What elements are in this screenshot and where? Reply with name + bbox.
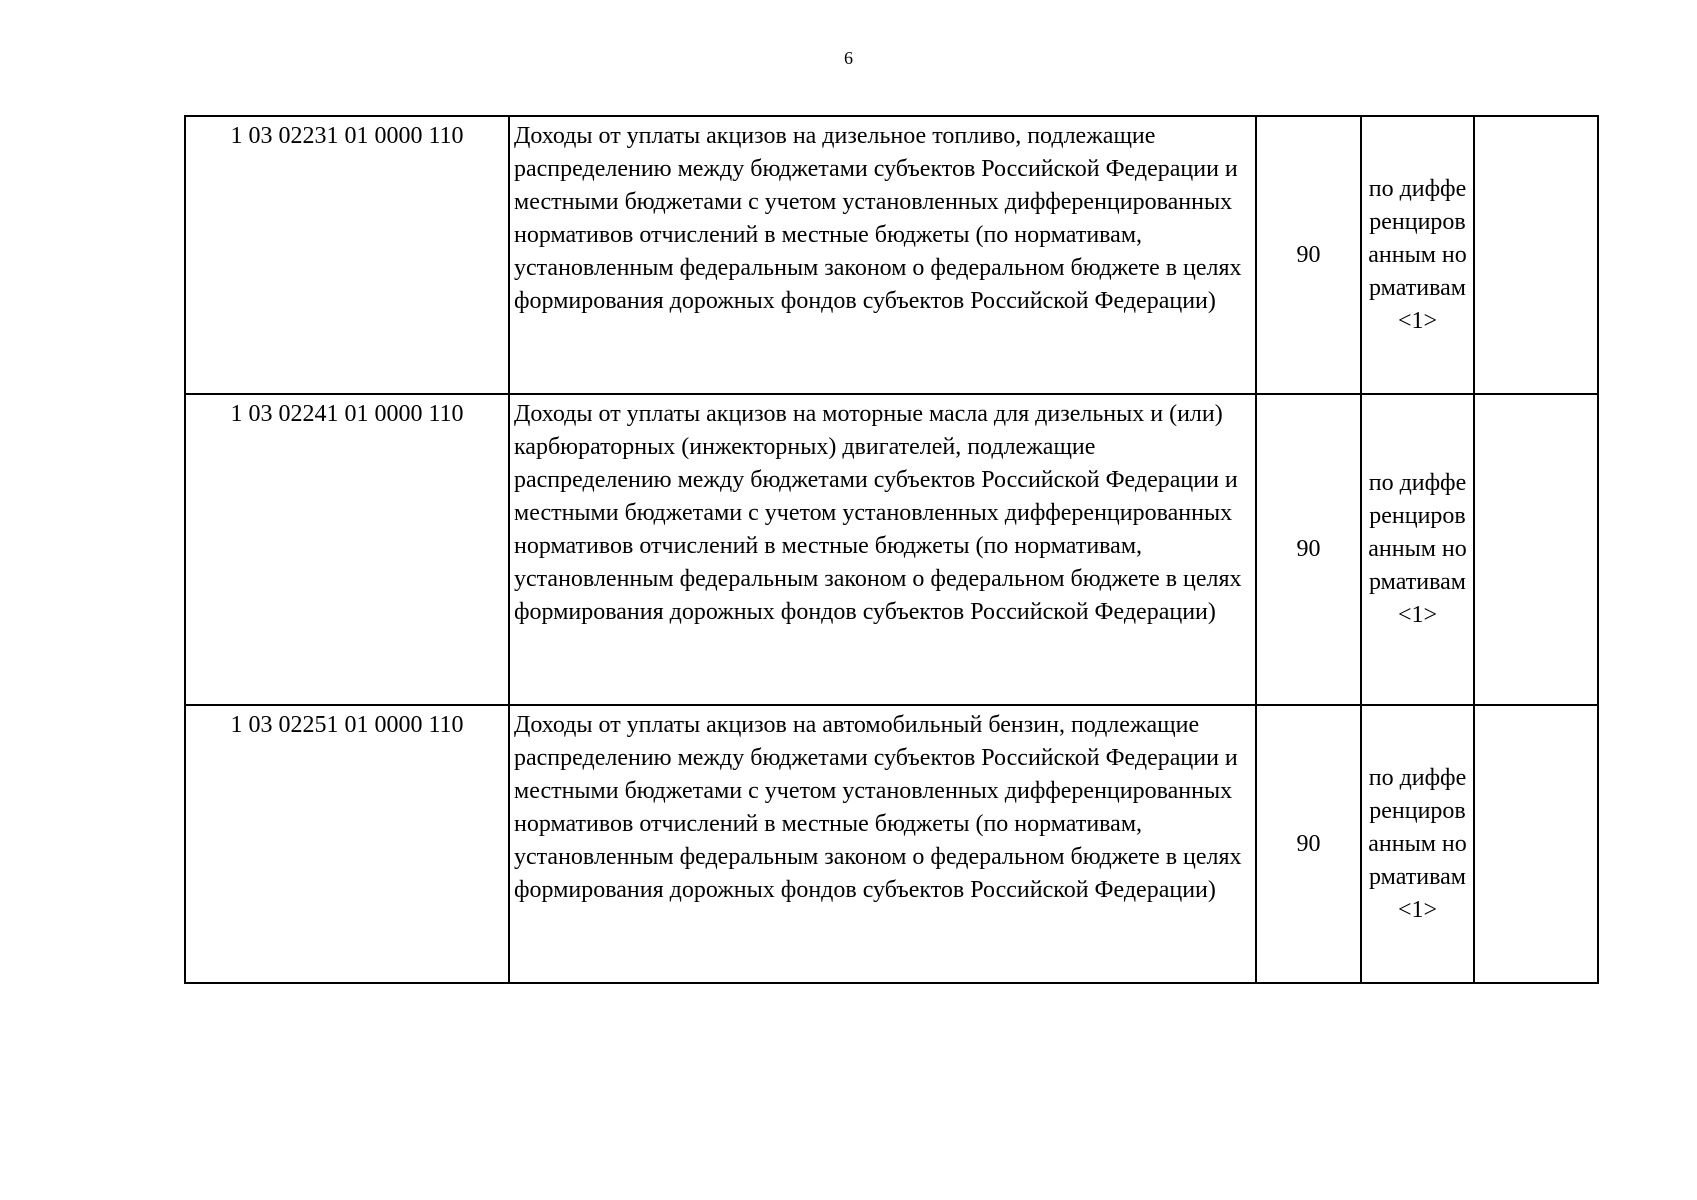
norm-text: по дифференцированным нормативам <1> — [1368, 764, 1467, 923]
table-row — [185, 116, 1598, 394]
empty-cell — [1474, 394, 1598, 705]
percent-value: 90 — [1256, 116, 1361, 394]
percent-value: 90 — [1256, 394, 1361, 705]
revenue-description: Доходы от уплаты акцизов на дизельное топливо, подлежащие распределению между бюджетами субъектов Российской Федерации и местными бюджетами с учетом установленных дифференцированных нормативов отчислений в местные бюджеты (по нормативам, установленным федеральным законом о федеральном бюджете в целях формирования дорожных фондов субъектов Российской Федерации) — [509, 116, 1256, 394]
table-row — [185, 705, 1598, 983]
revenue-table — [184, 115, 1599, 984]
empty-cell — [1474, 705, 1598, 983]
revenue-code: 1 03 02251 01 0000 110 — [185, 705, 509, 983]
revenue-description: Доходы от уплаты акцизов на автомобильный бензин, подлежащие распределению между бюджетами субъектов Российской Федерации и местными бюджетами с учетом установленных дифференцированных нормативов отчислений в местные бюджеты (по нормативам, установленным федеральным законом о федеральном бюджете в целях формирования дорожных фондов субъектов Российской Федерации) — [509, 705, 1256, 983]
norm-cell — [1361, 116, 1474, 394]
empty-cell — [1474, 116, 1598, 394]
revenue-code: 1 03 02241 01 0000 110 — [185, 394, 509, 705]
norm-cell — [1361, 705, 1474, 983]
page-number: 6 — [844, 48, 853, 68]
norm-text: по дифференцированным нормативам <1> — [1368, 470, 1467, 628]
revenue-description: Доходы от уплаты акцизов на моторные масла для дизельных и (или) карбюраторных (инжекторных) двигателей, подлежащие распределению между бюджетами субъектов Российской Федерации и местными бюджетами с учетом установленных дифференцированных нормативов отчислений в местные бюджеты (по нормативам, установленным федеральным законом о федеральном бюджете в целях формирования дорожных фондов субъектов Российской Федерации) — [509, 394, 1256, 705]
percent-value: 90 — [1256, 705, 1361, 983]
norm-text: по дифференцированным нормативам <1> — [1368, 175, 1467, 334]
table-row — [185, 394, 1598, 705]
revenue-code: 1 03 02231 01 0000 110 — [185, 116, 509, 394]
norm-cell — [1361, 394, 1474, 705]
